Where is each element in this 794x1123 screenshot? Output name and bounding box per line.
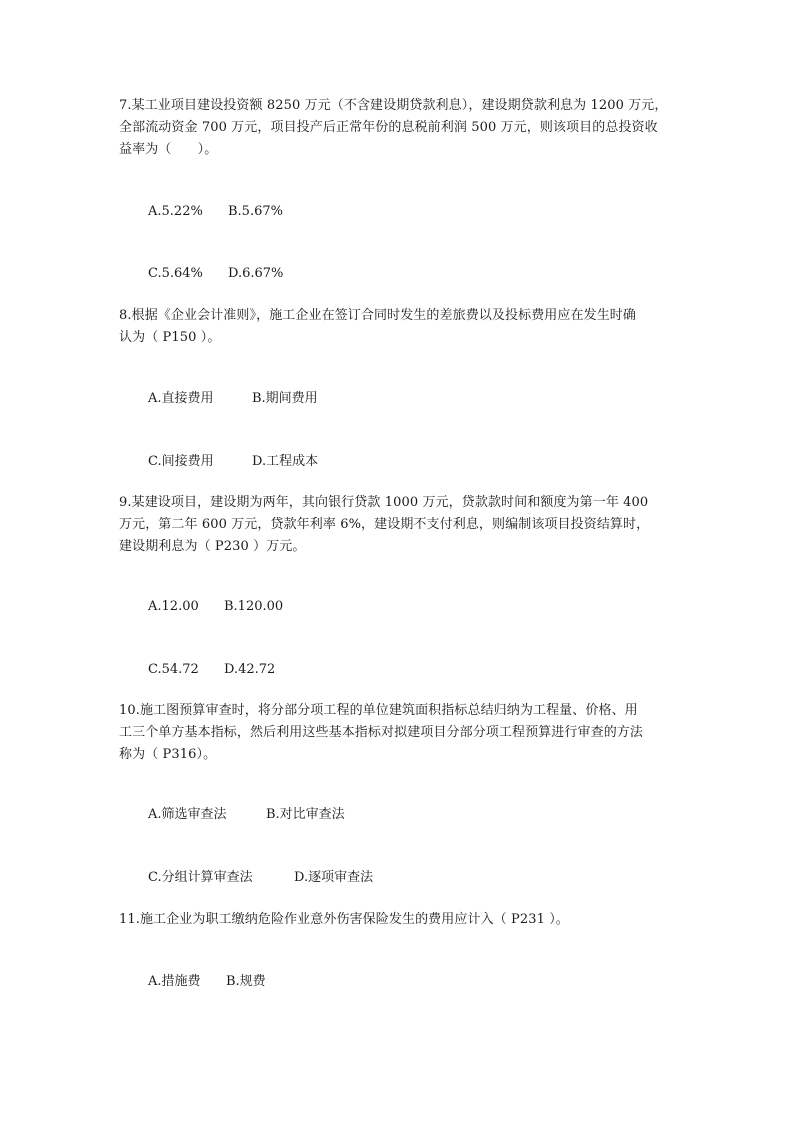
question-10-line-2: 工三个单方基本指标，然后利用这些基本指标对拟建项目分部分项工程预算进行审查的方法 <box>119 725 644 740</box>
question-10-line-1: 10.施工图预算审查时，将分部分项工程的单位建筑面积指标总结归纳为工程量、价格、用 <box>119 703 638 718</box>
option-d: D.6.67% <box>228 266 284 281</box>
option-b: B.对比审查法 <box>266 807 345 822</box>
question-11-line-1: 11.施工企业为职工缴纳危险作业意外伤害保险发生的费用应计入（ P231 ）。 <box>119 912 569 927</box>
option-b: B.期间费用 <box>252 391 318 406</box>
question-10-options-row-1 <box>148 805 345 825</box>
option-d: D.逐项审查法 <box>294 870 374 885</box>
question-8-options-row-2 <box>148 452 318 472</box>
option-d: D.42.72 <box>224 662 276 677</box>
option-a: A.筛选审查法 <box>148 807 227 822</box>
question-9-line-3: 建设期利息为（ P230 ）万元。 <box>119 539 306 554</box>
question-8-options-row-1 <box>148 389 318 409</box>
question-9-line-2: 万元，第二年 600 万元，贷款年利率 6%，建设期不支付利息，则编制该项目投资结算时， <box>119 517 650 532</box>
option-c: C.54.72 <box>148 662 199 677</box>
option-a: A.12.00 <box>148 599 199 614</box>
question-7-options-row-2 <box>148 264 283 284</box>
question-9-options-row-2 <box>148 660 275 680</box>
question-10-options-row-2 <box>148 868 373 888</box>
option-c: C.间接费用 <box>148 454 214 469</box>
question-9-line-1: 9.某建设项目，建设期为两年，其向银行贷款 1000 万元，贷款款时间和额度为第一年 400 <box>119 495 649 510</box>
question-7-options-row-1 <box>148 202 283 222</box>
question-7-line-2: 全部流动资金 700 万元，项目投产后正常年份的息税前利润 500 万元，则该项目的总投资收 <box>119 120 658 135</box>
option-b: B.5.67% <box>228 204 283 219</box>
option-d: D.工程成本 <box>252 454 319 469</box>
option-b: B.120.00 <box>224 599 284 614</box>
option-c: C.5.64% <box>148 266 203 281</box>
option-b: B.规费 <box>226 974 266 989</box>
question-11-options-row-1 <box>148 972 266 992</box>
option-a: A.5.22% <box>148 204 203 219</box>
question-8-line-2: 认为（ P150 ）。 <box>119 330 221 345</box>
question-7-line-1: 7.某工业项目建设投资额 8250 万元（不含建设期贷款利息），建设期贷款利息为 1200 万元， <box>119 98 668 113</box>
question-8-line-1: 8.根据《企业会计准则》，施工企业在签订合同时发生的差旅费以及投标费用应在发生时确 <box>119 308 637 323</box>
question-7-line-3: 益率为（ ）。 <box>119 142 218 157</box>
option-a: A.直接费用 <box>148 391 214 406</box>
question-9-options-row-1 <box>148 597 283 617</box>
option-c: C.分组计算审查法 <box>148 870 253 885</box>
question-10-line-3: 称为（ P316）。 <box>119 747 217 762</box>
option-a: A.措施费 <box>148 974 201 989</box>
